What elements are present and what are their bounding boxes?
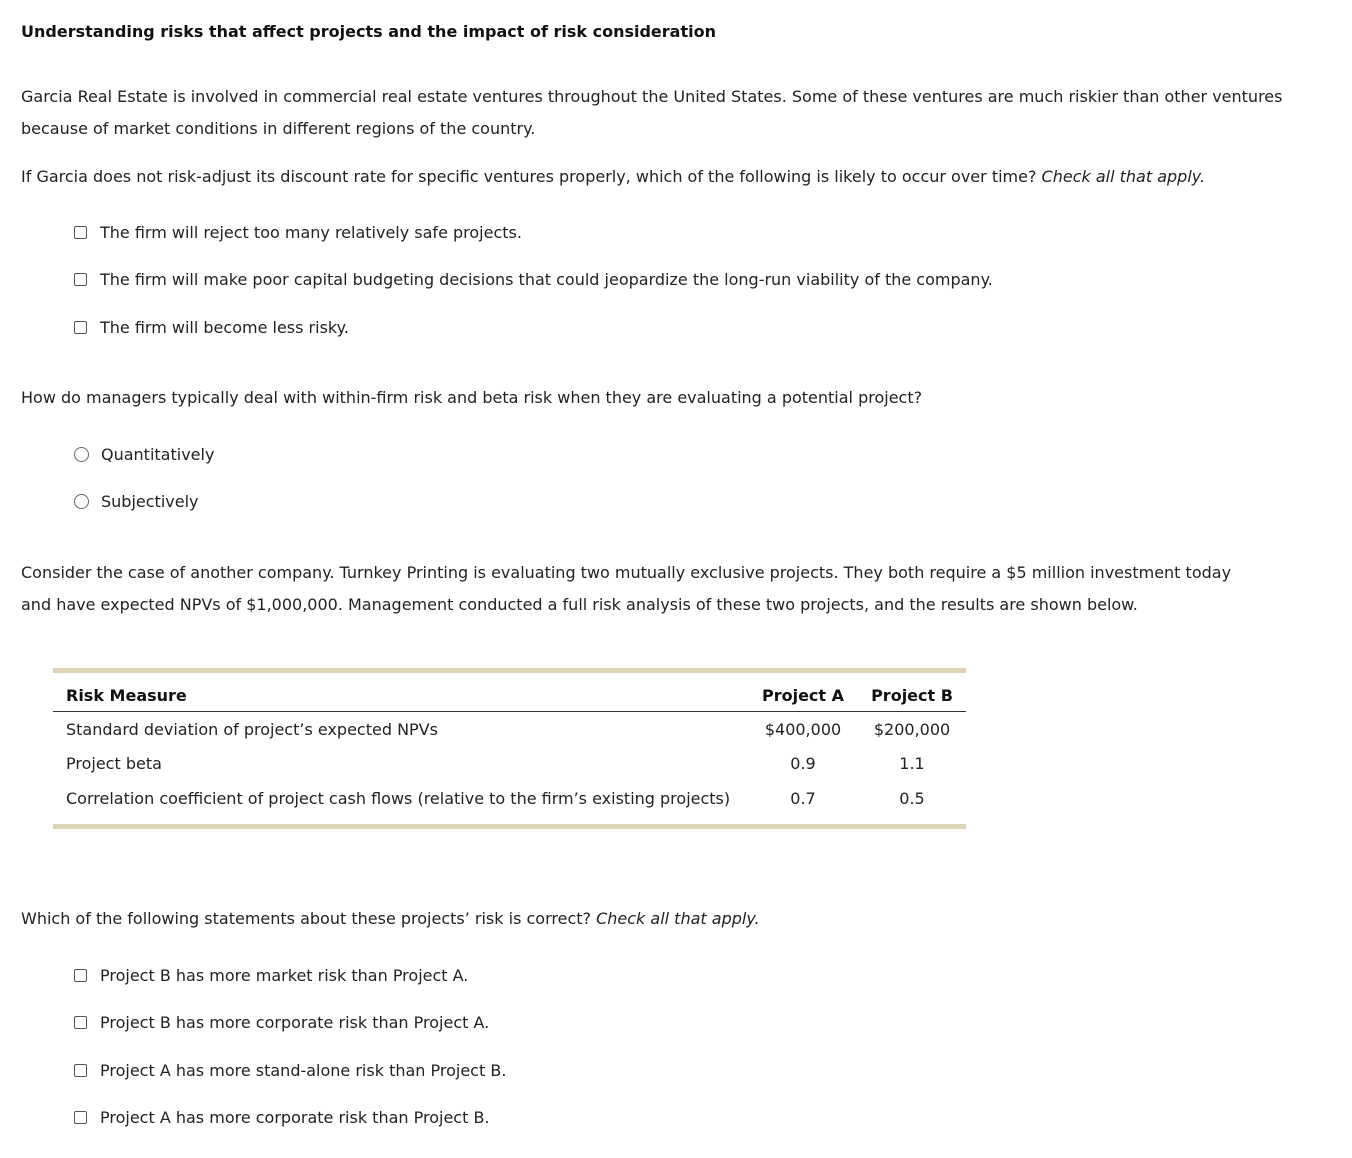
q1-option-3[interactable] xyxy=(74,315,349,339)
radio-button[interactable] xyxy=(74,447,89,462)
radio-button[interactable] xyxy=(74,494,89,509)
question-1-prompt xyxy=(21,161,1341,193)
table-bottom-rule xyxy=(53,824,966,829)
q1-option-2-label: The firm will make poor capital budgeting decisions that could jeopardize the long-run viability of the company. xyxy=(100,269,993,289)
table-header-project-a: Project A xyxy=(761,686,845,705)
q1-option-1[interactable] xyxy=(74,220,522,244)
case-paragraph: Consider the case of another company. Turnkey Printing is evaluating two mutually exclusive projects. They both require a $5 million investment today and have expected NPVs of $1,000,000. Management conducted a full risk analysis of these two projects, and the results are shown below. xyxy=(21,563,1232,614)
checkbox[interactable] xyxy=(74,226,87,239)
question-1-instruction: Check all that apply. xyxy=(1041,167,1206,186)
table-header-project-b: Project B xyxy=(871,686,953,705)
table-row-3-project-b: 0.5 xyxy=(899,789,925,808)
q1-option-1-label: The firm will reject too many relatively safe projects. xyxy=(100,222,522,242)
intro-paragraph: Garcia Real Estate is involved in commercial real estate ventures throughout the United States. Some of these ventures are much riskier than other ventures because of market conditions in different regions of the country. xyxy=(21,87,1283,138)
q3-option-2[interactable] xyxy=(74,1010,489,1034)
checkbox[interactable] xyxy=(74,1016,87,1029)
checkbox[interactable] xyxy=(74,321,87,334)
question-3-prompt xyxy=(21,903,1311,935)
table-row-2-label: Project beta xyxy=(66,754,162,773)
table-row-1-project-b: $200,000 xyxy=(873,720,951,739)
page-title: Understanding risks that affect projects and the impact of risk consideration xyxy=(21,22,716,41)
q2-option-1[interactable] xyxy=(74,442,214,466)
q3-option-3[interactable] xyxy=(74,1058,506,1082)
table-row-3-project-a: 0.7 xyxy=(790,789,816,808)
q1-option-2[interactable] xyxy=(74,267,993,291)
table-row-1-label: Standard deviation of project’s expected NPVs xyxy=(66,720,438,739)
q3-option-3-label: Project A has more stand-alone risk than Project B. xyxy=(100,1060,507,1080)
table-header-risk-measure: Risk Measure xyxy=(66,686,187,705)
table-header-rule xyxy=(53,711,966,712)
q1-option-3-label: The firm will become less risky. xyxy=(100,317,349,337)
table-row-2-project-b: 1.1 xyxy=(899,754,925,773)
question-3-instruction: Check all that apply. xyxy=(596,909,760,928)
checkbox[interactable] xyxy=(74,969,87,982)
table-top-rule xyxy=(53,668,966,673)
q2-option-1-label: Quantitatively xyxy=(101,444,215,464)
table-row-1-project-a: $400,000 xyxy=(764,720,842,739)
checkbox[interactable] xyxy=(74,273,87,286)
q3-option-1[interactable] xyxy=(74,963,468,987)
table-row-2-project-a: 0.9 xyxy=(790,754,816,773)
checkbox[interactable] xyxy=(74,1064,87,1077)
question-1-text: If Garcia does not risk-adjust its discount rate for specific ventures properly, which of the following is likely to occur over time? xyxy=(21,167,1037,186)
question-3-text: Which of the following statements about these projects’ risk is correct? xyxy=(21,909,591,928)
question-2-prompt: How do managers typically deal with within-firm risk and beta risk when they are evaluating a potential project? xyxy=(21,388,923,407)
q2-option-2-label: Subjectively xyxy=(101,491,199,511)
q3-option-1-label: Project B has more market risk than Project A. xyxy=(100,965,469,985)
q3-option-2-label: Project B has more corporate risk than Project A. xyxy=(100,1012,490,1032)
q3-option-4[interactable] xyxy=(74,1105,490,1129)
checkbox[interactable] xyxy=(74,1111,87,1124)
table-row-3-label: Correlation coefficient of project cash flows (relative to the firm’s existing projects) xyxy=(66,789,731,808)
q2-option-2[interactable] xyxy=(74,489,198,513)
q3-option-4-label: Project A has more corporate risk than Project B. xyxy=(100,1107,490,1127)
